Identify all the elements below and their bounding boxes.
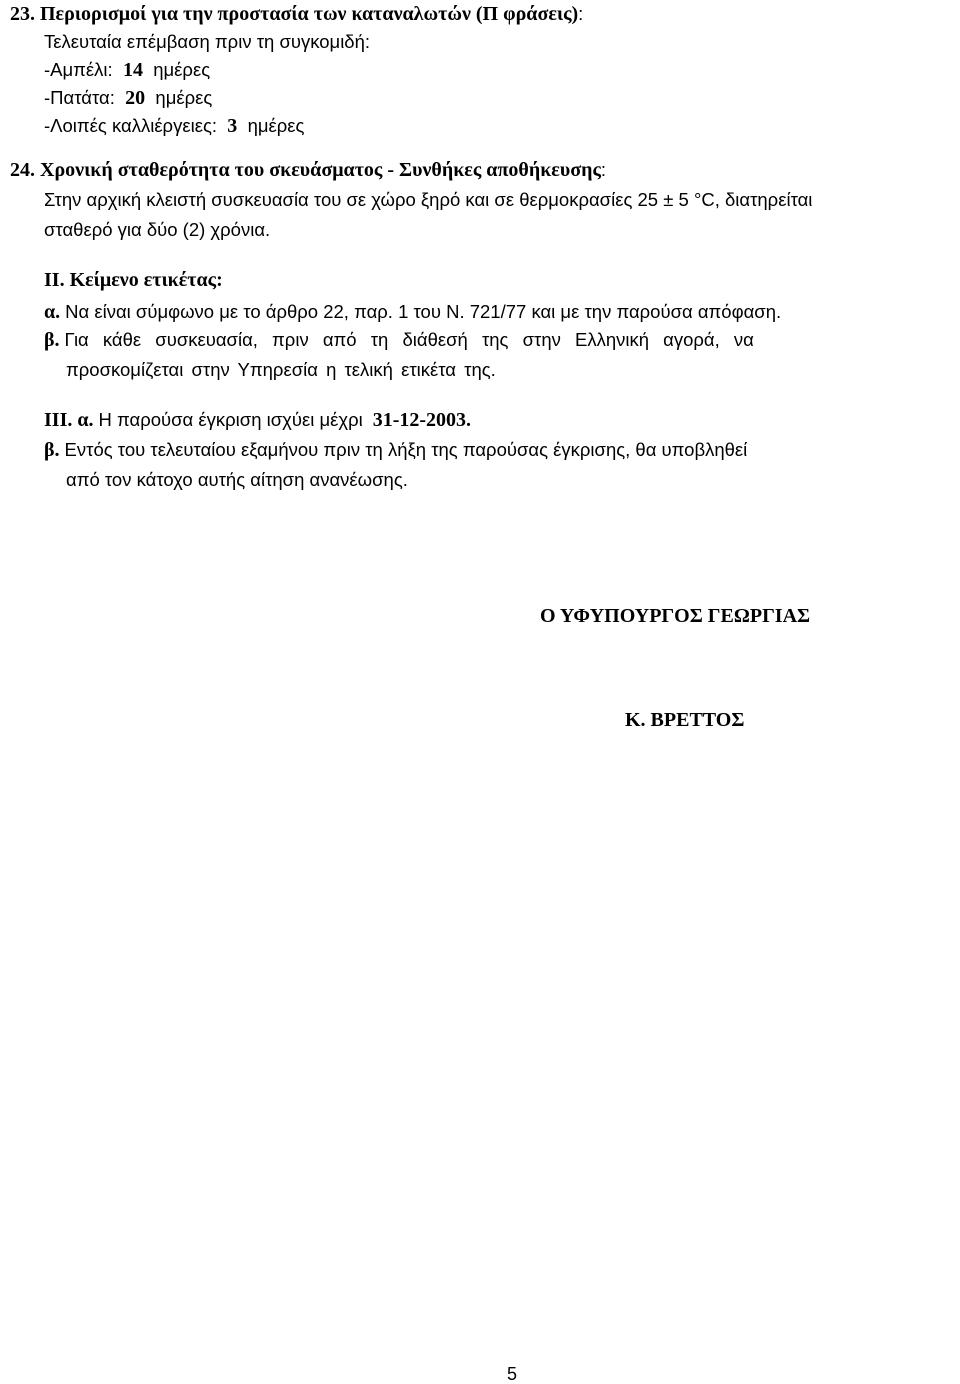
item-marker: β. <box>44 329 60 351</box>
vine-line <box>44 58 210 82</box>
section-III-b-line-2: από τον κάτοχο αυτής αίτηση ανανέωσης. <box>66 469 408 490</box>
item-text: Για κάθε συσκευασία, πριν από τη διάθεσή της στην Ελληνική αγορά, να <box>64 329 754 350</box>
potato-line <box>44 86 212 110</box>
section-II-a <box>44 300 781 324</box>
item-marker: α. <box>44 301 61 323</box>
section-III-b-line-1 <box>44 438 747 462</box>
days-word: ημέρες <box>153 59 211 80</box>
other-label: -Λοιπές καλλιέργειες: <box>44 115 217 136</box>
section-II-b-line-1 <box>44 328 754 352</box>
storage-line-2: σταθερό για δύο (2) χρόνια. <box>44 219 271 240</box>
other-crops-line <box>44 114 304 138</box>
potato-days: 20 <box>125 87 146 109</box>
item-marker: ΙΙΙ. α. <box>44 409 94 431</box>
colon: : <box>600 159 607 180</box>
section-title: Περιορισμοί για την προστασία των καταναλωτών (Π φράσεις) <box>40 3 579 25</box>
item-text: Να είναι σύμφωνο με το άρθρο 22, παρ. 1 του Ν. 721/77 και με την παρούσα απόφαση. <box>65 301 782 322</box>
signature-role: Ο ΥΦΥΠΟΥΡΓΟΣ ΓΕΩΡΓΙΑΣ <box>540 605 811 627</box>
storage-line-1: Στην αρχική κλειστή συσκευασία του σε χώρο ξηρό και σε θερμοκρασίες 25 ± 5 °C, διατηρείται <box>44 189 813 210</box>
section-III-a <box>44 408 471 432</box>
section-23-heading <box>10 2 583 26</box>
item-text: Εντός του τελευταίου εξαμήνου πριν τη λήξη της παρούσας έγκρισης, θα υποβληθεί <box>64 439 748 460</box>
section-II-b-line-2: προσκομίζεται στην Υπηρεσία η τελική ετικέτα της. <box>66 359 496 380</box>
vine-days: 14 <box>122 59 143 81</box>
item-marker: β. <box>44 439 60 461</box>
expiry-date: 31-12-2003. <box>372 409 472 431</box>
section-number: 23. <box>10 3 35 25</box>
section-number: 24. <box>10 159 35 181</box>
vine-label: -Αμπέλι: <box>44 59 113 80</box>
days-word: ημέρες <box>247 115 305 136</box>
page-number: 5 <box>507 1364 518 1384</box>
section-title: Χρονική σταθερότητα του σκευάσματος - Συνθήκες αποθήκευσης <box>40 159 601 181</box>
other-days: 3 <box>227 115 238 137</box>
signature-name: Κ. ΒΡΕΤΤΟΣ <box>625 709 745 731</box>
section-II-heading: ΙΙ. Κείμενο ετικέτας: <box>44 269 223 291</box>
colon: : <box>578 3 584 24</box>
days-word: ημέρες <box>155 87 213 108</box>
item-text: Η παρούσα έγκριση ισχύει μέχρι <box>98 409 363 430</box>
potato-label: -Πατάτα: <box>44 87 115 108</box>
section-24-heading <box>10 158 606 182</box>
last-application-line: Τελευταία επέμβαση πριν τη συγκομιδή: <box>44 31 371 52</box>
